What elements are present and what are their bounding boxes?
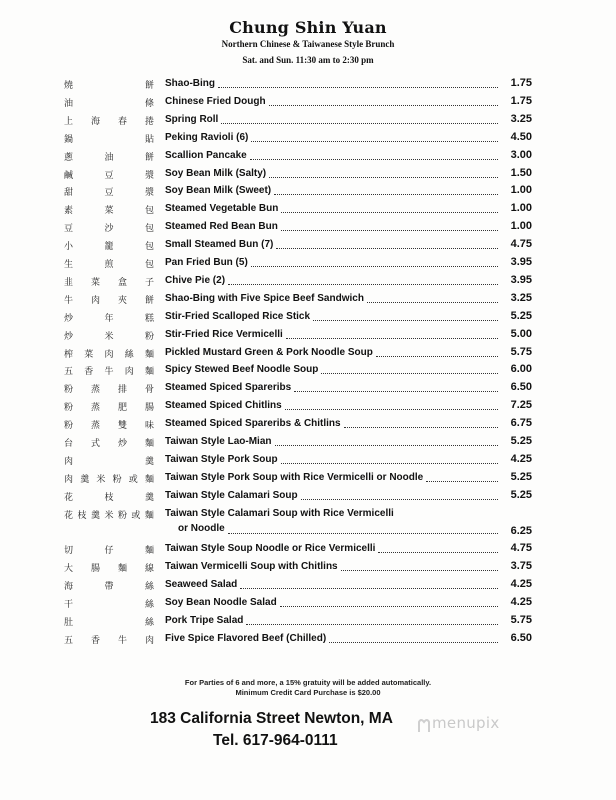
menu-item	[0, 434, 616, 452]
menu-item-price: 1.75	[510, 77, 532, 89]
menu-item	[0, 488, 616, 506]
menu-item-price: 5.25	[510, 488, 532, 501]
dot-leader	[221, 123, 498, 124]
menu-item-english-name: Pork Tripe Salad	[165, 615, 244, 626]
menu-item	[0, 273, 616, 291]
menu-item	[0, 541, 616, 559]
dot-leader	[251, 141, 498, 142]
menu-item-english-name: Spicy Stewed Beef Noodle Soup	[165, 364, 319, 376]
menu-item-price: 6.25	[510, 524, 532, 537]
dot-leader	[376, 356, 498, 357]
watermark-text: menupix	[432, 714, 500, 732]
menu-item-price: 1.00	[510, 184, 532, 197]
menu-item	[0, 506, 616, 542]
menu-item-english-name: Taiwan Style Calamari Soup with Rice Vermicelli	[165, 507, 394, 519]
menu-item-price: 6.00	[510, 363, 532, 376]
menu-item-chinese-name: 榨 菜 肉 絲 麵	[64, 349, 154, 360]
dot-leader	[281, 230, 498, 231]
menu-item	[0, 470, 616, 488]
menu-item-english-name: Spring Roll	[165, 113, 219, 125]
menu-item-english-name: Taiwan Style Pork Soup with Rice Vermicelli or Noodle	[165, 471, 424, 483]
menu-item-chinese-name: 粉 蒸 排 骨	[64, 385, 154, 396]
menu-item	[0, 631, 616, 649]
menu-item-chinese-name: 韭 菜 盒 子	[64, 277, 154, 288]
menu-item	[0, 148, 616, 166]
menu-item	[0, 327, 616, 345]
menu-item-price: 3.95	[510, 273, 532, 286]
menu-item-english-name: Steamed Spiced Chitlins	[165, 400, 282, 412]
menu-item-price: 4.75	[510, 238, 532, 251]
menu-item-chinese-name: 粉 蒸 雙 味	[64, 421, 154, 432]
menu-item-chinese-name: 蔥 油 餅	[64, 152, 154, 163]
menu-item-english-name: Shao-Bing	[165, 78, 215, 89]
menu-item-chinese-name: 五 香 牛 肉 麵	[64, 367, 154, 378]
menu-item-price: 3.75	[510, 560, 532, 573]
menu-item-chinese-name: 花 枝 羹	[64, 492, 154, 503]
menu-item-price: 3.25	[510, 112, 532, 125]
dot-leader	[276, 248, 498, 249]
menu-item	[0, 362, 616, 380]
menu-item	[0, 94, 616, 112]
menu-item-english-name: Stir-Fried Rice Vermicelli	[165, 328, 283, 340]
dot-leader	[285, 409, 498, 410]
menu-item	[0, 398, 616, 416]
menu-item-price: 4.25	[510, 452, 532, 465]
menu-item-english-name: Taiwan Style Lao-Mian	[165, 436, 272, 447]
menu-item	[0, 577, 616, 595]
menu-item-chinese-name: 豆 沙 包	[64, 224, 154, 235]
menu-subtitle: Northern Chinese & Taiwanese Style Brunch	[221, 39, 395, 49]
menu-item-english-name: Steamed Red Bean Bun	[165, 221, 278, 233]
menu-item-chinese-name: 生 煎 包	[64, 260, 154, 270]
menu-item	[0, 112, 616, 130]
menu-item-chinese-name: 切 仔 麵	[64, 546, 154, 557]
menu-item-english-name: Shao-Bing with Five Spice Beef Sandwich	[165, 292, 364, 304]
menu-item-price: 6.75	[510, 417, 532, 430]
menu-item-chinese-name: 五 香 牛 肉	[64, 635, 154, 646]
address: 183 California Street Newton, MA	[150, 710, 393, 727]
menu-item-price: 5.25	[510, 470, 532, 483]
menu-item-english-name: Peking Ravioli (6)	[165, 131, 249, 143]
menu-item-price: 5.75	[510, 614, 532, 626]
dot-leader	[251, 266, 498, 267]
menu-item-english-name: Chinese Fried Dough	[165, 95, 266, 107]
menu-item-chinese-name: 肚 絲	[64, 618, 154, 628]
dot-leader	[329, 642, 498, 643]
menu-item-chinese-name: 台 式 炒 麵	[64, 439, 154, 449]
menu-item-chinese-name: 上 海 春 捲	[64, 116, 154, 127]
dot-leader	[301, 499, 498, 500]
menu-item-price: 3.00	[510, 148, 532, 161]
menu-item-chinese-name: 粉 蒸 肥 腸	[64, 403, 154, 414]
menu-item	[0, 559, 616, 577]
menu-item-chinese-name: 鍋 貼	[64, 134, 154, 145]
menu-item-chinese-name: 鹹 豆 漿	[64, 170, 154, 181]
menu-item	[0, 201, 616, 219]
menu-item-chinese-name: 燒 餅	[64, 81, 154, 91]
menu-item-english-name-continued: or Noodle	[178, 522, 225, 534]
dot-leader	[341, 570, 498, 571]
menu-item-price: 5.25	[510, 309, 532, 322]
menu-item-chinese-name: 素 菜 包	[64, 206, 154, 217]
menu-item	[0, 166, 616, 184]
menu-item-english-name: Pickled Mustard Green & Pork Noodle Soup	[165, 346, 373, 358]
dot-leader	[426, 481, 498, 482]
menu-item-english-name: Steamed Vegetable Bun	[165, 203, 279, 215]
menu-item-price: 4.50	[510, 130, 532, 143]
menu-item	[0, 255, 616, 273]
menu-item-chinese-name: 花 枝 羹 米 粉 或 麵	[64, 510, 154, 521]
dot-leader	[280, 606, 498, 607]
menu-item-english-name: Taiwan Vermicelli Soup with Chitlins	[165, 561, 338, 573]
menu-item-english-name: Scallion Pancake	[165, 149, 247, 161]
menu-item-english-name: Small Steamed Bun (7)	[165, 239, 274, 251]
menu-item	[0, 380, 616, 398]
menu-item-price: 1.00	[510, 220, 532, 233]
dot-leader	[246, 624, 498, 625]
menu-item-price: 5.25	[510, 435, 532, 447]
menu-item-chinese-name: 大 腸 麵 線	[64, 564, 154, 575]
dot-leader	[228, 533, 498, 534]
dot-leader	[378, 552, 498, 553]
menu-item-english-name: Steamed Spiced Spareribs & Chitlins	[165, 418, 341, 430]
menu-item-chinese-name: 牛 肉 夾 餅	[64, 295, 154, 306]
menu-item	[0, 595, 616, 613]
dot-leader	[275, 445, 498, 446]
menu-item-price: 1.00	[510, 202, 532, 215]
dot-leader	[286, 338, 498, 339]
menu-item-price: 6.50	[510, 381, 532, 394]
dot-leader	[344, 427, 498, 428]
opening-hours: Sat. and Sun. 11:30 am to 2:30 pm	[242, 55, 374, 65]
menu-item	[0, 416, 616, 434]
menu-item-chinese-name: 油 條	[64, 98, 154, 109]
menu-item-price: 7.25	[510, 399, 532, 412]
menu-item-english-name: Steamed Spiced Spareribs	[165, 382, 292, 394]
menu-item	[0, 309, 616, 327]
menu-item	[0, 613, 616, 631]
dot-leader	[294, 391, 498, 392]
menu-item-chinese-name: 干 絲	[64, 600, 154, 611]
watermark	[418, 714, 528, 734]
restaurant-name: Chung Shin Yuan	[229, 18, 387, 37]
menu-item-price: 4.75	[510, 542, 532, 555]
dot-leader	[274, 194, 498, 195]
menu-item-chinese-name: 海 帶 絲	[64, 582, 154, 593]
menu-item-english-name: Taiwan Style Soup Noodle or Rice Vermicelli	[165, 543, 376, 555]
menu-item-english-name: Soy Bean Noodle Salad	[165, 597, 277, 609]
menu-item-price: 6.50	[510, 631, 532, 644]
menu-item-english-name: Pan Fried Bun (5)	[165, 257, 248, 268]
dot-leader	[269, 105, 498, 106]
menu-item-price: 5.00	[510, 327, 532, 340]
dot-leader	[281, 212, 498, 213]
gratuity-note: For Parties of 6 and more, a 15% gratuity will be added automatically.	[184, 678, 432, 687]
menu-item-english-name: Taiwan Style Pork Soup	[165, 453, 278, 465]
menu-item-english-name: Chive Pie (2)	[165, 274, 226, 286]
dot-leader	[269, 177, 498, 178]
menu-item	[0, 183, 616, 201]
menu-item	[0, 452, 616, 470]
dot-leader	[250, 159, 498, 160]
menu-item	[0, 345, 616, 363]
menu-item-chinese-name: 炒 年 糕	[64, 313, 154, 324]
credit-card-note: Minimum Credit Card Purchase is $20.00	[235, 688, 381, 697]
menu-item-price: 5.75	[510, 345, 532, 358]
menu-item-price: 1.50	[510, 166, 532, 179]
menu-item-chinese-name: 甜 豆 漿	[64, 188, 154, 199]
menu-item-price: 4.25	[510, 578, 532, 591]
menu-item	[0, 76, 616, 94]
menu-item	[0, 130, 616, 148]
menu-item-chinese-name: 小 籠 包	[64, 242, 154, 253]
dot-leader	[281, 463, 498, 464]
menu-item-english-name: Soy Bean Milk (Salty)	[165, 167, 267, 179]
menu-item	[0, 219, 616, 237]
menu-item-english-name: Seaweed Salad	[165, 579, 238, 591]
menu-item-price: 3.95	[510, 256, 532, 268]
menu-item-english-name: Soy Bean Milk (Sweet)	[165, 185, 272, 197]
menu-item-price: 4.25	[510, 596, 532, 609]
menu-item-chinese-name: 炒 米 粉	[64, 331, 154, 342]
menu-item	[0, 291, 616, 309]
menu-item-chinese-name: 肉 羹 米 粉 或 麵	[64, 474, 154, 485]
menu-item	[0, 237, 616, 255]
dot-leader	[240, 588, 498, 589]
dot-leader	[313, 320, 498, 321]
menu-item-english-name: Five Spice Flavored Beef (Chilled)	[165, 632, 327, 644]
menu-item-chinese-name: 肉 羹	[64, 456, 154, 467]
menu-item-english-name: Stir-Fried Scalloped Rice Stick	[165, 310, 311, 322]
dot-leader	[218, 87, 498, 88]
phone-number: Tel. 617-964-0111	[213, 732, 338, 749]
dot-leader	[367, 302, 498, 303]
menupix-logo-icon	[418, 717, 430, 733]
menu-item-english-name: Taiwan Style Calamari Soup	[165, 489, 298, 501]
menu-item-price: 1.75	[510, 94, 532, 107]
menu-item-price: 3.25	[510, 291, 532, 304]
dot-leader	[321, 373, 498, 374]
dot-leader	[228, 284, 498, 285]
